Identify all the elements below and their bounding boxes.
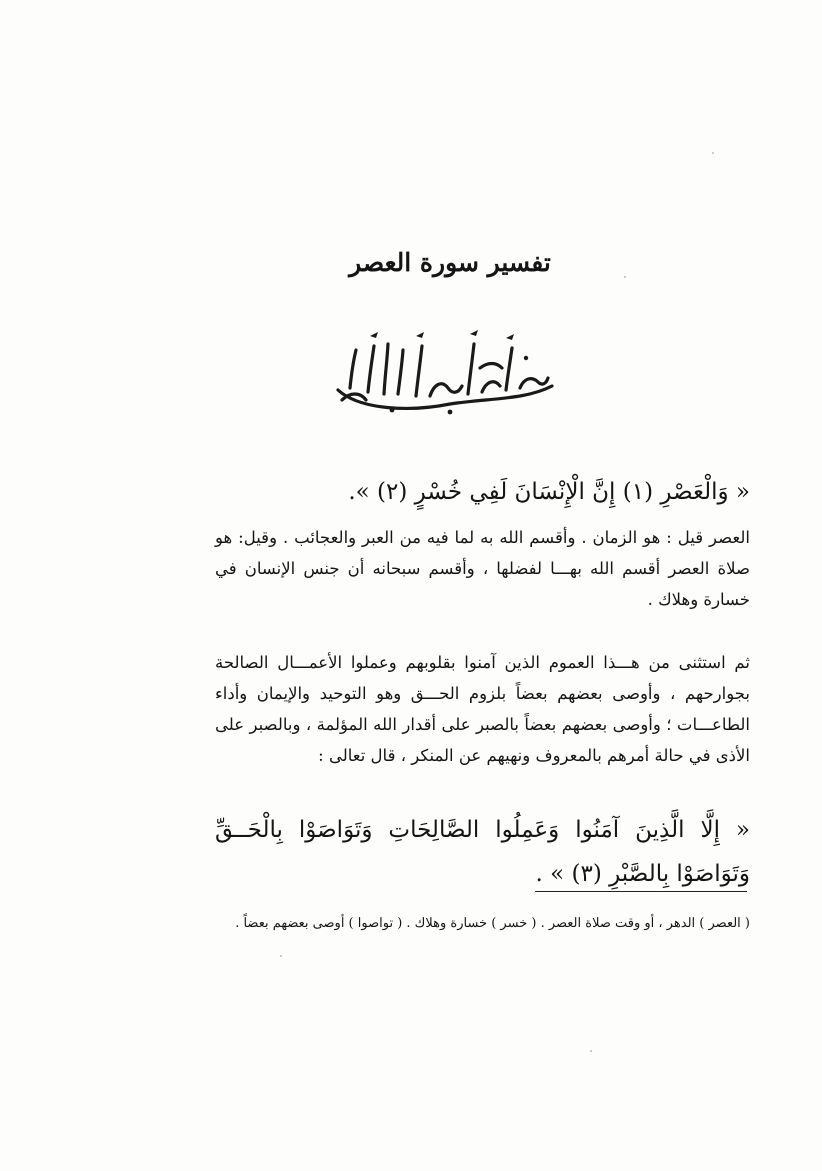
footnote: ( العصر ) الدهر ، أو وقت صلاة العصر . ( خسر ) خسارة وهلاك . ( تواصوا ) أوصى بعضهم بعضاً . bbox=[235, 916, 750, 931]
scan-speck bbox=[712, 152, 714, 154]
quran-verse-2: « إِلَّا الَّذِينَ آمَنُوا وَعَمِلُوا الصَّالِحَاتِ وَتَوَاصَوْا بِالْحَــقِّ وَتَوَاصَوْا بِالصَّبْرِ (٣) » . bbox=[215, 817, 750, 887]
commentary-paragraph-1: العصر قيل : هو الزمان . وأقسم الله به لما فيه من العبر والعجائب . وقيل: هو صلاة العصر أقسم الله بهـــا لفضلها ، وأقسم سبحانه أن جنس الإنسان في خسارة وهلاك . bbox=[215, 528, 750, 609]
basmala-calligraphy bbox=[330, 328, 560, 418]
scan-speck bbox=[590, 1050, 592, 1052]
scan-speck bbox=[280, 955, 282, 957]
commentary-paragraph-2: ثم استثنى من هـــذا العموم الذين آمنوا بقلوبهم وعملوا الأعمـــال الصالحة بجوارحهم ، وأوصى بعضهم بعضاً بلزوم الحـــق وهو التوحيد والإيمان وأداء الطاعـــات ؛ وأوصى بعضهم بعضاً بالصبر على أقدار الله المؤلمة ، وبالصبر على الأذى في حالة أمرهم بالمعروف ونهيهم عن المنكر ، قال تعالى : bbox=[215, 653, 750, 765]
page-title: تفسير سورة العصر bbox=[349, 248, 551, 277]
footnote-divider bbox=[535, 891, 747, 892]
quran-verse-1: « وَالْعَصْرِ (١) إِنَّ الْإِنْسَانَ لَفِي خُسْرٍ (٢) ». bbox=[348, 479, 750, 505]
basmala-calligraphy-icon bbox=[330, 328, 560, 418]
scan-speck bbox=[624, 276, 626, 278]
